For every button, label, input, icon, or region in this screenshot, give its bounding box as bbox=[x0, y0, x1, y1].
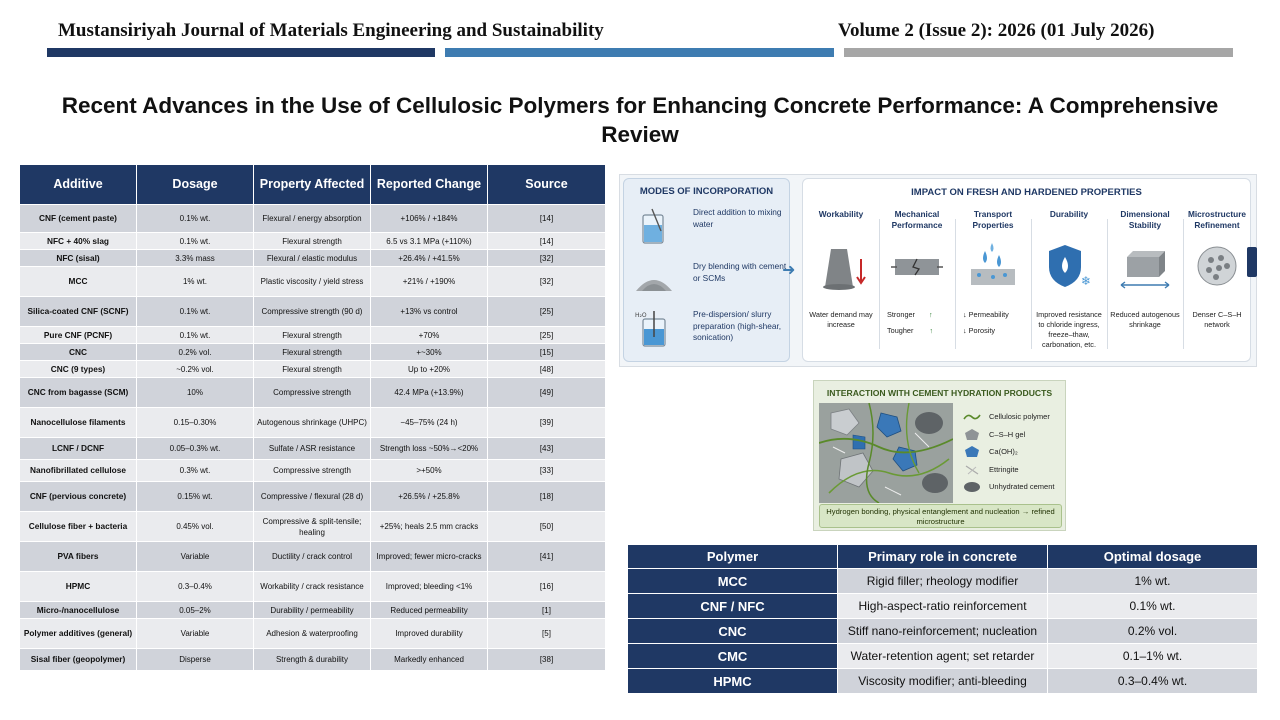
table-cell: [25] bbox=[488, 327, 606, 344]
table-cell: 6.5 vs 3.1 MPa (+110%) bbox=[371, 233, 488, 250]
table-cell: Autogenous shrinkage (UHPC) bbox=[254, 408, 371, 438]
table-cell: 0.45% vol. bbox=[137, 512, 254, 542]
table-row bbox=[20, 460, 606, 482]
table-row bbox=[20, 250, 606, 267]
svg-text:H₂O: H₂O bbox=[635, 312, 647, 319]
table-cell: Up to +20% bbox=[371, 361, 488, 378]
table-cell: CNC (9 types) bbox=[20, 361, 137, 378]
column-caption: Improved resistance to chloride ingress, freeze–thaw, carbonation, etc. bbox=[1036, 310, 1102, 349]
table-cell: +106% / +184% bbox=[371, 205, 488, 233]
table-row bbox=[20, 267, 606, 297]
legend-label: Ettringite bbox=[989, 464, 1019, 474]
divider bbox=[879, 219, 880, 349]
table-cell: HPMC bbox=[20, 572, 137, 602]
table-row bbox=[628, 594, 1258, 619]
table-cell: Markedly enhanced bbox=[371, 649, 488, 671]
table-cell: 0.15% wt. bbox=[137, 482, 254, 512]
table-cell: Pure CNF (PCNF) bbox=[20, 327, 137, 344]
table-cell: Rigid filler; rheology modifier bbox=[838, 569, 1048, 594]
table-cell: Durability / permeability bbox=[254, 602, 371, 619]
table-cell: Cellulose fiber + bacteria bbox=[20, 512, 137, 542]
column-header: Property Affected bbox=[254, 165, 371, 205]
table-cell: 3.3% mass bbox=[137, 250, 254, 267]
column-heading: Workability bbox=[818, 209, 864, 219]
legend-item bbox=[957, 478, 1065, 496]
table-cell: Flexural strength bbox=[254, 327, 371, 344]
stronger-row bbox=[887, 310, 953, 320]
column-header: Polymer bbox=[628, 545, 838, 569]
table-cell: +~30% bbox=[371, 344, 488, 361]
table-cell: Nanofibrillated cellulose bbox=[20, 460, 137, 482]
impact-column-mechanical bbox=[881, 209, 953, 359]
interaction-title: INTERACTION WITH CEMENT HYDRATION PRODUCTS bbox=[826, 388, 1053, 398]
table-cell: [43] bbox=[488, 438, 606, 460]
table-cell: 0.1–1% wt. bbox=[1048, 644, 1258, 669]
table-cell: LCNF / DCNF bbox=[20, 438, 137, 460]
table-cell: Ductility / crack control bbox=[254, 542, 371, 572]
column-header: Additive bbox=[20, 165, 137, 205]
beaker-water-icon bbox=[634, 207, 674, 247]
table-cell: Stiff nano-reinforcement; nucleation bbox=[838, 619, 1048, 644]
polymer-roles-table bbox=[627, 544, 1258, 694]
header-bar-grey bbox=[844, 48, 1233, 57]
column-caption: Water demand may increase bbox=[809, 310, 873, 329]
table-cell: [16] bbox=[488, 572, 606, 602]
table-cell: CNC from bagasse (SCM) bbox=[20, 378, 137, 408]
table-cell: 10% bbox=[137, 378, 254, 408]
table-row bbox=[20, 378, 606, 408]
table-row bbox=[20, 205, 606, 233]
table-cell: +70% bbox=[371, 327, 488, 344]
table-cell: 0.3% wt. bbox=[137, 460, 254, 482]
table-cell: [32] bbox=[488, 250, 606, 267]
table-cell: Flexural / energy absorption bbox=[254, 205, 371, 233]
dense-particles-icon bbox=[1189, 241, 1245, 291]
table-cell: [48] bbox=[488, 361, 606, 378]
column-caption: ↓ Porosity bbox=[963, 326, 996, 335]
impact-column-microstructure bbox=[1183, 209, 1251, 359]
header-bar-blue bbox=[445, 48, 834, 57]
slump-cone-icon bbox=[813, 241, 869, 291]
table-cell: Flexural strength bbox=[254, 361, 371, 378]
powder-pile-icon bbox=[634, 261, 674, 301]
divider bbox=[955, 219, 956, 349]
table-cell: 0.05–2% bbox=[137, 602, 254, 619]
impact-column-workability bbox=[805, 209, 877, 359]
table-row bbox=[20, 619, 606, 649]
table-row bbox=[20, 602, 606, 619]
column-heading: Mechanical Performance bbox=[891, 209, 943, 230]
column-heading: Transport Properties bbox=[972, 209, 1014, 230]
table-cell: Silica-coated CNF (SCNF) bbox=[20, 297, 137, 327]
table-cell: Flexural / elastic modulus bbox=[254, 250, 371, 267]
table-cell: Flexural strength bbox=[254, 344, 371, 361]
table-cell: Improved; fewer micro-cracks bbox=[371, 542, 488, 572]
table-cell: MCC bbox=[628, 569, 838, 594]
table-row bbox=[20, 408, 606, 438]
column-caption: Denser C–S–H network bbox=[1192, 310, 1242, 329]
table-cell: Sisal fiber (geopolymer) bbox=[20, 649, 137, 671]
table-cell: Micro-/nanocellulose bbox=[20, 602, 137, 619]
table-row bbox=[628, 644, 1258, 669]
table-row bbox=[20, 438, 606, 460]
column-header: Dosage bbox=[137, 165, 254, 205]
table-cell: CNF (cement paste) bbox=[20, 205, 137, 233]
legend-item bbox=[957, 461, 1065, 479]
arrow-up-icon: ↑ bbox=[929, 326, 934, 335]
table-cell: [33] bbox=[488, 460, 606, 482]
column-caption: Stronger bbox=[887, 310, 915, 319]
table-row bbox=[20, 361, 606, 378]
table-cell: 1% wt. bbox=[1048, 569, 1258, 594]
table-cell: 0.1% wt. bbox=[137, 297, 254, 327]
table-cell: [15] bbox=[488, 344, 606, 361]
table-cell: [38] bbox=[488, 649, 606, 671]
divider bbox=[1107, 219, 1108, 349]
journal-name: Mustansiriyah Journal of Materials Engineering and Sustainability bbox=[58, 20, 604, 41]
fiber-icon bbox=[963, 411, 981, 423]
mode-text: Pre-dispersion/ slurry preparation (high-shear, sonication) bbox=[693, 309, 782, 342]
table-row bbox=[628, 569, 1258, 594]
table-cell: Compressive strength bbox=[254, 378, 371, 408]
table-cell: PVA fibers bbox=[20, 542, 137, 572]
table-cell: Viscosity modifier; anti-bleeding bbox=[838, 669, 1048, 694]
impact-panel bbox=[802, 178, 1251, 362]
impact-column-transport bbox=[957, 209, 1029, 359]
table-cell: CNC bbox=[20, 344, 137, 361]
table-cell: [49] bbox=[488, 378, 606, 408]
legend-label: C–S–H gel bbox=[989, 429, 1026, 439]
table-cell: ~0.2% vol. bbox=[137, 361, 254, 378]
table-cell: 0.2% vol. bbox=[1048, 619, 1258, 644]
table-cell: Water-retention agent; set retarder bbox=[838, 644, 1048, 669]
table-cell: [18] bbox=[488, 482, 606, 512]
svg-text:❄: ❄ bbox=[1081, 274, 1092, 288]
table-cell: [50] bbox=[488, 512, 606, 542]
table-cell: CNF (pervious concrete) bbox=[20, 482, 137, 512]
interaction-legend bbox=[957, 408, 1065, 496]
table-cell: 0.3–0.4% wt. bbox=[1048, 669, 1258, 694]
calcium-hydroxide-icon bbox=[963, 446, 981, 458]
table-cell: 1% wt. bbox=[137, 267, 254, 297]
column-heading: Dimensional Stability bbox=[1120, 209, 1170, 230]
table-cell: CMC bbox=[628, 644, 838, 669]
arrow-right-icon: ➜ bbox=[782, 262, 796, 279]
table-row bbox=[20, 512, 606, 542]
interaction-caption: Hydrogen bonding, physical entanglement and nucleation → refined microstructure bbox=[819, 504, 1062, 528]
table-cell: Compressive strength bbox=[254, 460, 371, 482]
arrow-up-icon: ↑ bbox=[929, 310, 933, 319]
column-caption: Reduced autogenous shrinkage bbox=[1110, 310, 1180, 329]
table-cell: Compressive strength (90 d) bbox=[254, 297, 371, 327]
table-cell: Variable bbox=[137, 619, 254, 649]
mode-item bbox=[630, 205, 786, 249]
column-header: Primary role in concrete bbox=[838, 545, 1048, 569]
table-cell: 0.15–0.30% bbox=[137, 408, 254, 438]
table-row bbox=[20, 482, 606, 512]
slide-title: Recent Advances in the Use of Cellulosic Polymers for Enhancing Concrete Performance: A Comprehensive Review bbox=[61, 93, 1219, 147]
table-cell: 42.4 MPa (+13.9%) bbox=[371, 378, 488, 408]
table-cell: Strength loss ~50%→<20% bbox=[371, 438, 488, 460]
header-bar-navy bbox=[47, 48, 435, 57]
table-cell: High-aspect-ratio reinforcement bbox=[838, 594, 1048, 619]
table-cell: 0.1% wt. bbox=[1048, 594, 1258, 619]
mode-item bbox=[630, 259, 786, 303]
table-row bbox=[20, 572, 606, 602]
water-drops-icon bbox=[965, 241, 1021, 291]
table-cell: Compressive & split-tensile; healing bbox=[254, 512, 371, 542]
impact-column-durability bbox=[1033, 209, 1105, 359]
legend-item bbox=[957, 426, 1065, 444]
table-cell: MCC bbox=[20, 267, 137, 297]
modes-title: MODES OF INCORPORATION bbox=[639, 186, 774, 197]
block-arrows-icon bbox=[1117, 241, 1173, 291]
table-cell: [39] bbox=[488, 408, 606, 438]
table-row bbox=[20, 542, 606, 572]
additives-table bbox=[19, 164, 606, 671]
table-cell: Polymer additives (general) bbox=[20, 619, 137, 649]
table-row bbox=[628, 619, 1258, 644]
arrow-right-icon bbox=[1247, 247, 1257, 277]
table-row bbox=[20, 233, 606, 250]
legend-item bbox=[957, 408, 1065, 426]
modes-panel bbox=[623, 178, 790, 362]
cracked-block-icon bbox=[889, 241, 945, 291]
interaction-panel bbox=[813, 380, 1066, 531]
divider bbox=[1031, 219, 1032, 349]
table-cell: Variable bbox=[137, 542, 254, 572]
table-cell: −45–75% (24 h) bbox=[371, 408, 488, 438]
legend-label: Unhydrated cement bbox=[989, 482, 1055, 491]
table-cell: Reduced permeability bbox=[371, 602, 488, 619]
table-cell: 0.05–0.3% wt. bbox=[137, 438, 254, 460]
column-caption: ↓ Permeability bbox=[963, 310, 1009, 319]
impact-column-dimensional bbox=[1109, 209, 1181, 359]
table-cell: [41] bbox=[488, 542, 606, 572]
table-cell: +26.4% / +41.5% bbox=[371, 250, 488, 267]
table-cell: >+50% bbox=[371, 460, 488, 482]
table-header-row bbox=[628, 545, 1258, 569]
mode-text: Direct addition to mixing water bbox=[693, 207, 782, 229]
table-cell: [5] bbox=[488, 619, 606, 649]
table-row bbox=[20, 649, 606, 671]
mode-text: Dry blending with cement or SCMs bbox=[693, 261, 787, 283]
table-cell: HPMC bbox=[628, 669, 838, 694]
column-heading: Microstructure Refinement bbox=[1187, 209, 1247, 230]
table-cell: [1] bbox=[488, 602, 606, 619]
table-cell: Plastic viscosity / yield stress bbox=[254, 267, 371, 297]
table-cell: [32] bbox=[488, 267, 606, 297]
table-cell: [14] bbox=[488, 233, 606, 250]
column-header: Optimal dosage bbox=[1048, 545, 1258, 569]
table-cell: CNC bbox=[628, 619, 838, 644]
table-cell: Adhesion & waterproofing bbox=[254, 619, 371, 649]
table-cell: 0.1% wt. bbox=[137, 205, 254, 233]
table-cell: 0.1% wt. bbox=[137, 327, 254, 344]
table-header-row bbox=[20, 165, 606, 205]
table-row bbox=[628, 669, 1258, 694]
table-cell: 0.1% wt. bbox=[137, 233, 254, 250]
column-header: Source bbox=[488, 165, 606, 205]
table-cell: NFC + 40% slag bbox=[20, 233, 137, 250]
incorporation-infographic bbox=[619, 174, 1257, 367]
table-cell: Improved durability bbox=[371, 619, 488, 649]
table-cell: +26.5% / +25.8% bbox=[371, 482, 488, 512]
tougher-row bbox=[887, 326, 953, 336]
unhydrated-cement-icon bbox=[963, 481, 981, 493]
table-cell: NFC (sisal) bbox=[20, 250, 137, 267]
table-row bbox=[20, 327, 606, 344]
mode-item bbox=[630, 307, 786, 351]
legend-item bbox=[957, 443, 1065, 461]
table-cell: 0.3–0.4% bbox=[137, 572, 254, 602]
table-cell: Nanocellulose filaments bbox=[20, 408, 137, 438]
slurry-beaker-icon bbox=[634, 309, 674, 349]
ettringite-icon bbox=[963, 464, 981, 476]
table-cell: Disperse bbox=[137, 649, 254, 671]
table-row bbox=[20, 297, 606, 327]
impact-title: IMPACT ON FRESH AND HARDENED PROPERTIES bbox=[911, 187, 1142, 198]
table-row bbox=[20, 344, 606, 361]
table-cell: +25%; heals 2.5 mm cracks bbox=[371, 512, 488, 542]
table-cell: CNF / NFC bbox=[628, 594, 838, 619]
shield-drop-icon bbox=[1041, 241, 1097, 291]
column-header: Reported Change bbox=[371, 165, 488, 205]
table-cell: 0.2% vol. bbox=[137, 344, 254, 361]
csh-gel-icon bbox=[963, 429, 981, 441]
table-cell: +21% / +190% bbox=[371, 267, 488, 297]
legend-label: Cellulosic polymer bbox=[989, 412, 1050, 421]
volume-info: Volume 2 (Issue 2): 2026 (01 July 2026) bbox=[838, 20, 1155, 41]
table-cell: Compressive / flexural (28 d) bbox=[254, 482, 371, 512]
table-cell: Improved; bleeding <1% bbox=[371, 572, 488, 602]
table-cell: +13% vs control bbox=[371, 297, 488, 327]
legend-label: Ca(OH)₂ bbox=[989, 447, 1018, 456]
table-cell: [14] bbox=[488, 205, 606, 233]
table-cell: Flexural strength bbox=[254, 233, 371, 250]
table-cell: Strength & durability bbox=[254, 649, 371, 671]
table-cell: Sulfate / ASR resistance bbox=[254, 438, 371, 460]
column-heading: Durability bbox=[1049, 209, 1089, 219]
hydration-microstructure-image bbox=[819, 403, 953, 503]
column-caption: Tougher bbox=[887, 326, 914, 335]
table-cell: Workability / crack resistance bbox=[254, 572, 371, 602]
table-cell: [25] bbox=[488, 297, 606, 327]
